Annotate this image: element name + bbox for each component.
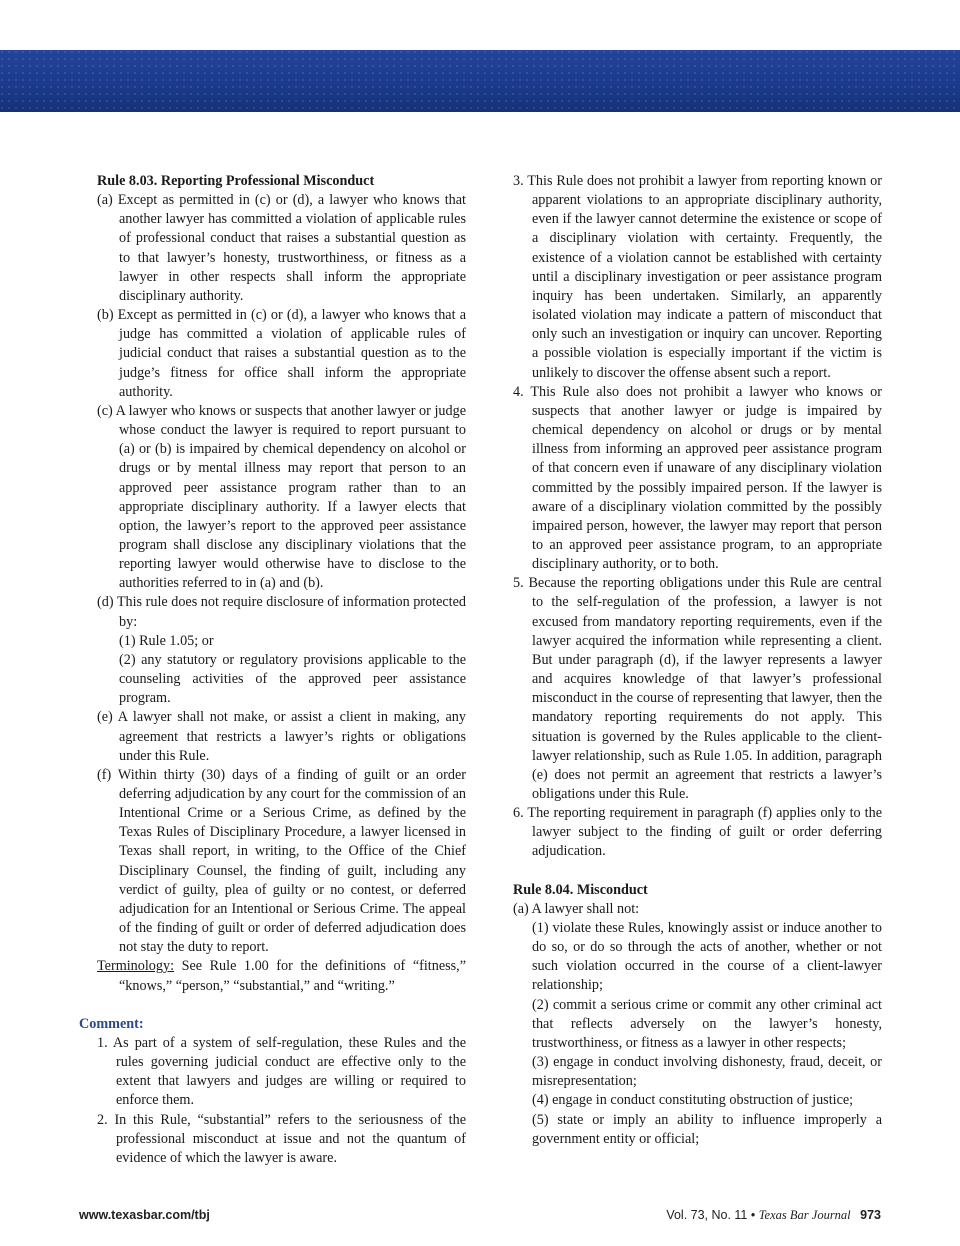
comment-heading: Comment: bbox=[79, 1015, 144, 1032]
comment-2: 2. In this Rule, “substantial” refers to the seriousness of the professional misconduct at issue and not the quantum of evidence of which the lawyer is aware. bbox=[97, 1111, 466, 1166]
rule-803-d: (d) This rule does not require disclosure of information protected by: bbox=[97, 594, 466, 630]
left-column bbox=[79, 172, 466, 1168]
footer-bullet: • bbox=[750, 1208, 756, 1222]
rule-803-f: (f) Within thirty (30) days of a finding of guilt or an order deferring adjudication by any court for the commission of an Intentional Crime or a Serious Crime, as defined by the Texas Rules of Disciplinary Procedure, a lawyer licensed in Texas shall report, in writing, to the Office of the Chief Disciplinary Counsel, the finding of guilt, including any verdict of guilty, plea of guilty or no contest, or deferred adjudication for an Intentional or Serious Crime. The appeal of the finding of guilt or order of deferred adjudication does not stay the duty to report. bbox=[97, 766, 466, 956]
footer-url[interactable]: www.texasbar.com/tbj bbox=[79, 1208, 210, 1222]
rule-803-heading: Rule 8.03. Reporting Professional Misconduct bbox=[97, 173, 375, 189]
rule-804-a-4: (4) engage in conduct constituting obstruction of justice; bbox=[532, 1092, 854, 1109]
footer-citation bbox=[666, 1208, 881, 1223]
rule-804-a-5: (5) state or imply an ability to influence improperly a government entity or official; bbox=[532, 1111, 882, 1147]
rule-803-c: (c) A lawyer who knows or suspects that another lawyer or judge whose conduct the lawyer is required to report pursuant to (a) or (b) is impaired by chemical dependency on alcohol or drugs or by mental illness may report that person to an approved peer assistance program rather than to an appropriate disciplinary authority. If a lawyer elects that option, the lawyer’s report to the approved peer assistance program shall disclose any disciplinary violations that the reporting lawyer would otherwise have to disclose to the authorities referred to in (a) and (b). bbox=[97, 402, 466, 592]
section-spacer bbox=[513, 862, 882, 881]
footer-volume: Vol. 73, No. 11 bbox=[666, 1208, 748, 1222]
comment-3: 3. This Rule does not prohibit a lawyer from reporting known or apparent violations to an appropriate disciplinary authority, even if the lawyer cannot determine the existence or scope of a disciplinary violation with certainty. Frequently, the existence of a violation cannot be established with certainty until a disciplinary investigation or peer assistance program inquiry has been undertaken. Similarly, an apparently isolated violation may indicate a pattern of misconduct that only such an investigation or inquiry can uncover. Reporting a possible violation is especially important if the victim is unlikely to discover the offense absent such a report. bbox=[513, 173, 882, 381]
rule-804-a-intro: (a) A lawyer shall not: bbox=[513, 900, 640, 917]
comment-1: 1. As part of a system of self-regulation, these Rules and the rules governing judicial conduct are effective only to the extent that lawyers and judges are willing or required to enforce them. bbox=[97, 1034, 466, 1109]
page-number: 973 bbox=[860, 1208, 881, 1222]
rule-804-a-2: (2) commit a serious crime or commit any other criminal act that reflects adversely on the lawyer’s honesty, trustworthiness, or fitness as a lawyer in other respects; bbox=[532, 996, 882, 1051]
comment-6: 6. The reporting requirement in paragraph (f) applies only to the lawyer subject to the finding of guilt or order deferring adjudication. bbox=[513, 805, 882, 860]
comment-5: 5. Because the reporting obligations under this Rule are central to the self-regulation of the profession, a lawyer is not excused from mandatory reporting requirements, even if the lawyer acquired the information while representing a client. But under paragraph (d), if the lawyer represents a lawyer and acquires knowledge of that lawyer’s professional misconduct in the course of representing that lawyer, then the mandatory reporting requirements do not apply. This situation is governed by the Rules applicable to the client-lawyer relationship, such as Rule 1.05. In addition, paragraph (e) does not permit an agreement that restricts a lawyer’s obligations under this Rule. bbox=[513, 575, 882, 802]
terminology-text: See Rule 1.00 for the definitions of “fitness,” “knows,” “person,” “substantial,” and “writing.” bbox=[119, 958, 466, 994]
right-column bbox=[513, 172, 882, 1149]
rule-803-e: (e) A lawyer shall not make, or assist a client in making, any agreement that restricts a lawyer’s rights or obligations under this Rule. bbox=[97, 709, 466, 764]
rule-804-heading: Rule 8.04. Misconduct bbox=[513, 881, 648, 898]
comment-4: 4. This Rule also does not prohibit a lawyer who knows or suspects that another lawyer or judge is impaired by chemical dependency on alcohol or drugs or by mental illness from informing an approved peer assistance program of that concern even if unaware of any disciplinary violation committed by the possibly impaired person. If the lawyer is aware of a disciplinary violation committed by the possibly impaired person, however, the lawyer may report that person to an approved peer assistance program, to an appropriate disciplinary authority, or to both. bbox=[513, 383, 882, 573]
terminology bbox=[97, 957, 466, 995]
rule-804-a-1: (1) violate these Rules, knowingly assist or induce another to do so, or do so through the acts of another, whether or not such violation occurred in the course of a client-lawyer relationship; bbox=[532, 919, 882, 994]
rule-803-b: (b) Except as permitted in (c) or (d), a lawyer who knows that a judge has committed a violation of applicable rules of judicial conduct that raises a substantial question as to the judge’s fitness for office shall inform the appropriate authority. bbox=[97, 307, 466, 400]
rule-803-d-1: (1) Rule 1.05; or bbox=[119, 632, 214, 649]
rule-803-d-2: (2) any statutory or regulatory provisions applicable to the counseling activities of the approved peer assistance program. bbox=[119, 651, 466, 707]
header-banner bbox=[0, 50, 960, 112]
rule-803-a: (a) Except as permitted in (c) or (d), a lawyer who knows that another lawyer has committed a violation of applicable rules of professional conduct that raises a substantial question as to that lawyer’s honesty, trustworthiness, or fitness as a lawyer in other respects shall inform the appropriate disciplinary authority. bbox=[97, 192, 466, 304]
footer-journal: Texas Bar Journal bbox=[758, 1208, 851, 1222]
banner-texture bbox=[0, 50, 960, 112]
terminology-label: Terminology: bbox=[97, 958, 175, 975]
rule-804-a-3: (3) engage in conduct involving dishonesty, fraud, deceit, or misrepresentation; bbox=[532, 1054, 882, 1090]
